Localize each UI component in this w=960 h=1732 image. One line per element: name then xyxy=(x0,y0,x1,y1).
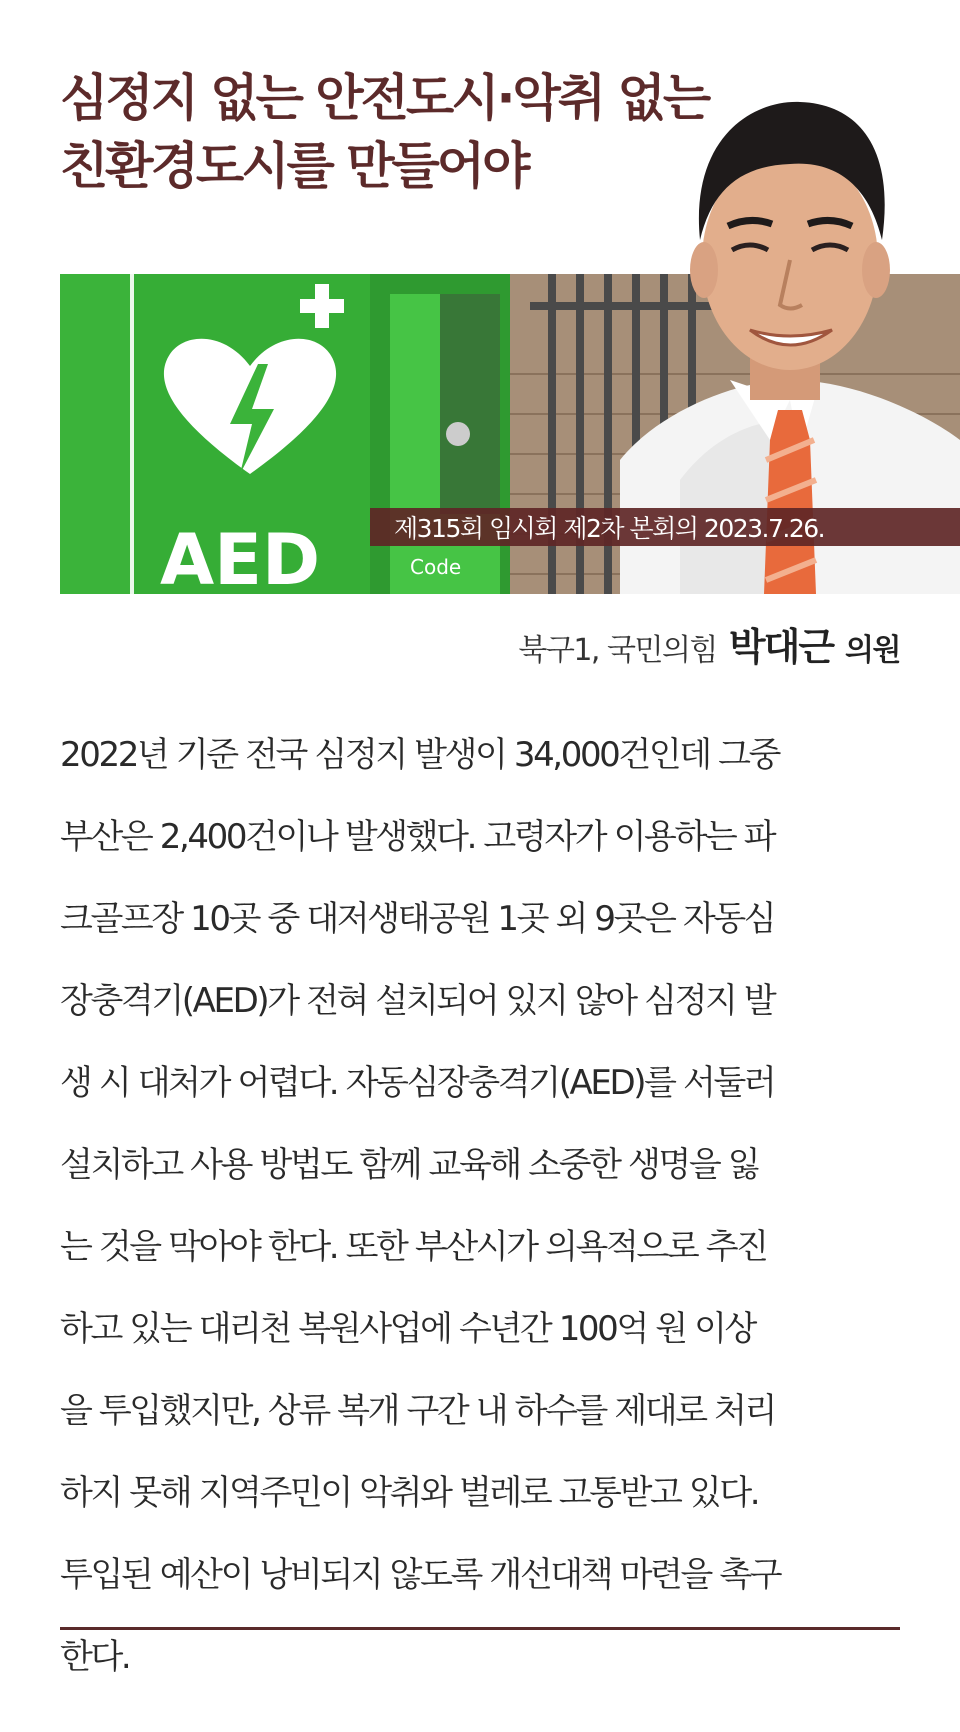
body-line: 크골프장 10곳 중 대저생태공원 1곳 외 9곳은 자동심 xyxy=(60,899,775,939)
body-line: 장충격기(AED)가 전혀 설치되어 있지 않아 심정지 발 xyxy=(60,981,775,1021)
body-line: 투입된 예산이 낭비되지 않도록 개선대책 마련을 촉구 xyxy=(60,1555,781,1595)
district-party: 북구1, 국민의힘 xyxy=(518,633,717,668)
headline-line-1: 심정지 없는 안전도시·악취 없는 xyxy=(60,69,709,127)
body-line: 을 투입했지만, 상류 복개 구간 내 하수를 제대로 처리 xyxy=(60,1391,775,1431)
article-body xyxy=(60,714,900,1698)
body-line: 부산은 2,400건이나 발생했다. 고령자가 이용하는 파 xyxy=(60,817,775,857)
body-line: 는 것을 막아야 한다. 또한 부산시가 의욕적으로 추진 xyxy=(60,1227,767,1267)
body-line: 한다. xyxy=(60,1637,130,1677)
body-line: 하지 못해 지역주민이 악취와 벌레로 고통받고 있다. xyxy=(60,1473,759,1513)
councilor-name: 박대근 xyxy=(728,625,834,669)
headline-line-2: 친환경도시를 만들어야 xyxy=(60,137,528,195)
byline xyxy=(518,616,900,671)
body-line: 생 시 대처가 어렵다. 자동심장충격기(AED)를 서둘러 xyxy=(60,1063,775,1103)
article-headline xyxy=(60,64,760,200)
aed-sign-text: AED xyxy=(160,519,321,594)
session-caption: 제315회 임시회 제2차 본회의 2023.7.26. xyxy=(394,514,825,543)
bottom-divider xyxy=(60,1627,900,1630)
body-line: 설치하고 사용 방법도 함께 교육해 소중한 생명을 잃 xyxy=(60,1145,759,1185)
councilor-title: 의원 xyxy=(845,633,900,668)
cabinet-label: Code xyxy=(410,555,462,579)
body-line: 2022년 기준 전국 심정지 발생이 34,000건인데 그중 xyxy=(60,735,780,775)
session-caption-bar xyxy=(370,508,960,546)
body-line: 하고 있는 대리천 복원사업에 수년간 100억 원 이상 xyxy=(60,1309,755,1349)
